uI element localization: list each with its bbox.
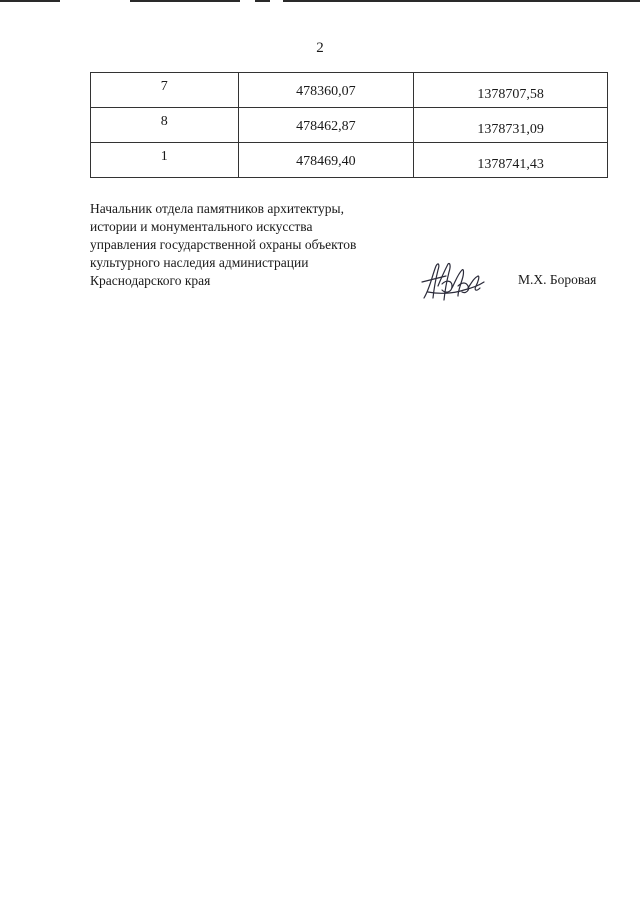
handwritten-signature-icon xyxy=(418,258,488,306)
point-number-cell: 1 xyxy=(91,143,239,178)
x-coordinate-cell: 478462,87 xyxy=(238,108,414,143)
position-line: управления государственной охраны объектов xyxy=(90,237,357,252)
signatory-position xyxy=(90,200,410,290)
x-coordinate-cell: 478360,07 xyxy=(238,73,414,108)
table-row xyxy=(91,73,608,108)
scan-top-edge xyxy=(0,0,640,3)
page-number: 2 xyxy=(316,40,324,56)
position-line: культурного наследия администрации xyxy=(90,255,309,270)
table-row xyxy=(91,108,608,143)
signer-name: М.Х. Боровая xyxy=(518,272,597,287)
point-number-cell: 8 xyxy=(91,108,239,143)
point-number-cell: 7 xyxy=(91,73,239,108)
position-line: Краснодарского края xyxy=(90,273,211,288)
y-coordinate-cell: 1378707,58 xyxy=(414,73,608,108)
coordinates-table xyxy=(90,72,608,178)
y-coordinate-cell: 1378741,43 xyxy=(414,143,608,178)
table-row xyxy=(91,143,608,178)
position-line: Начальник отдела памятников архитектуры, xyxy=(90,201,344,216)
position-line: истории и монументального искусства xyxy=(90,219,313,234)
y-coordinate-cell: 1378731,09 xyxy=(414,108,608,143)
x-coordinate-cell: 478469,40 xyxy=(238,143,414,178)
